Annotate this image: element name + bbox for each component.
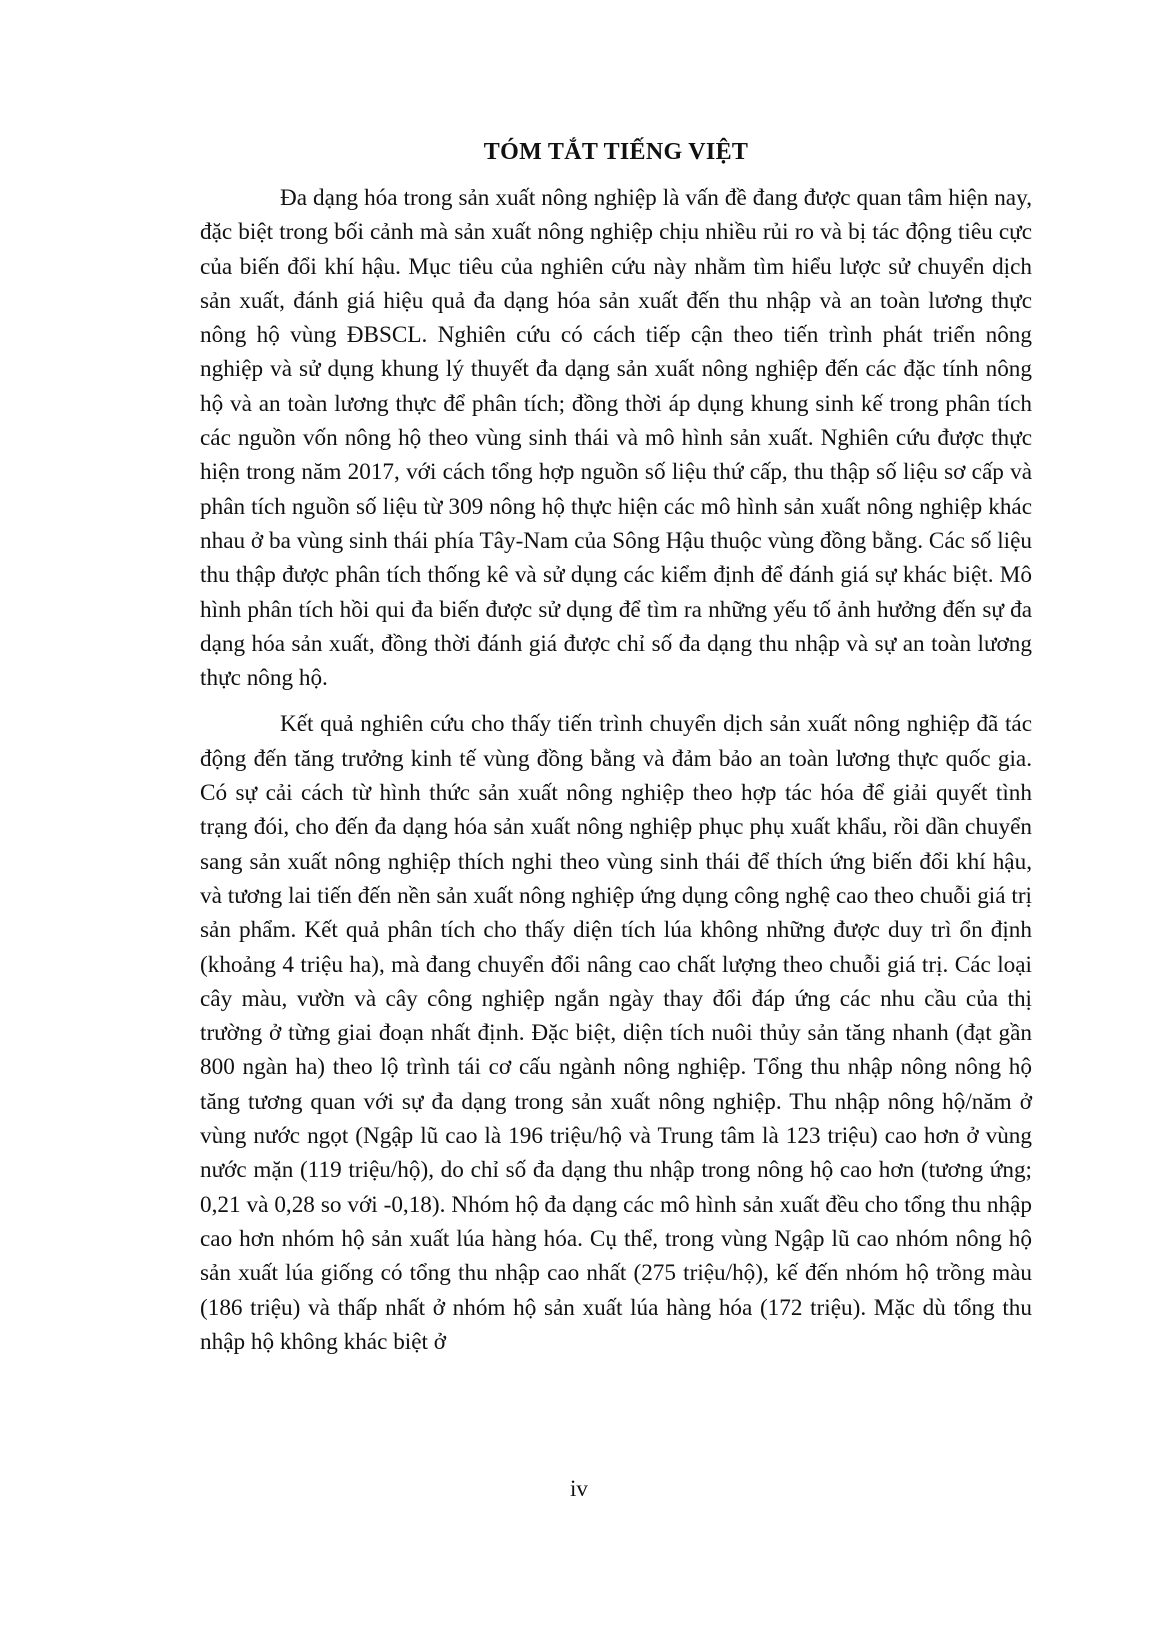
paragraph-2: Kết quả nghiên cứu cho thấy tiến trình chuyển dịch sản xuất nông nghiệp đã tác động đến tăng trưởng kinh tế vùng đồng bằng và đảm bảo an toàn lương thực quốc gia. Có sự cải cách từ hình thức sản xuất nông nghiệp theo hợp tác hóa để giải quyết tình trạng đói, cho đến đa dạng hóa sản xuất nông nghiệp phục phụ xuất khẩu, rồi dần chuyển sang sản xuất nông nghiệp thích nghi theo vùng sinh thái để thích ứng biến đổi khí hậu, và tương lai tiến đến nền sản xuất nông nghiệp ứng dụng công nghệ cao theo chuỗi giá trị sản phẩm. Kết quả phân tích cho thấy diện tích lúa không những được duy trì ổn định (khoảng 4 triệu ha), mà đang chuyển đổi nâng cao chất lượng theo chuỗi giá trị. Các loại cây màu, vườn và cây công nghiệp ngắn ngày thay đổi đáp ứng các nhu cầu của thị trường ở từng giai đoạn nhất định. Đặc biệt, diện tích nuôi thủy sản tăng nhanh (đạt gần 800 ngàn ha) theo lộ trình tái cơ cấu ngành nông nghiệp. Tổng thu nhập nông nông hộ tăng tương quan với sự đa dạng trong sản xuất nông nghiệp. Thu nhập nông hộ/năm ở vùng nước ngọt (Ngập lũ cao là 196 triệu/hộ và Trung tâm là 123 triệu) cao hơn ở vùng nước mặn (119 triệu/hộ), do chỉ số đa dạng thu nhập trong nông hộ cao hơn (tương ứng; 0,21 và 0,28 so với -0,18). Nhóm hộ đa dạng các mô hình sản xuất đều cho tổng thu nhập cao hơn nhóm hộ sản xuất lúa hàng hóa. Cụ thể, trong vùng Ngập lũ cao nhóm nông hộ sản xuất lúa giống có tổng thu nhập cao nhất (275 triệu/hộ), kế đến nhóm hộ trồng màu (186 triệu) và thấp nhất ở nhóm hộ sản xuất lúa hàng hóa (172 triệu). Mặc dù tổng thu nhập hộ không khác biệt ở <box>200 711 1032 1355</box>
page-title: TÓM TẮT TIẾNG VIỆT <box>483 139 749 165</box>
page-number: iv <box>570 1476 588 1501</box>
summary-body <box>200 181 1032 1359</box>
paragraph-1: Đa dạng hóa trong sản xuất nông nghiệp là vấn đề đang được quan tâm hiện nay, đặc biệt trong bối cảnh mà sản xuất nông nghiệp chịu nhiều rủi ro và bị tác động tiêu cực của biến đổi khí hậu. Mục tiêu của nghiên cứu này nhằm tìm hiểu lược sử chuyển dịch sản xuất, đánh giá hiệu quả đa dạng hóa sản xuất đến thu nhập và an toàn lương thực nông hộ vùng ĐBSCL. Nghiên cứu có cách tiếp cận theo tiến trình phát triển nông nghiệp và sử dụng khung lý thuyết đa dạng sản xuất nông nghiệp đến các đặc tính nông hộ và an toàn lương thực để phân tích; đồng thời áp dụng khung sinh kế trong phân tích các nguồn vốn nông hộ theo vùng sinh thái và mô hình sản xuất. Nghiên cứu được thực hiện trong năm 2017, với cách tổng hợp nguồn số liệu thứ cấp, thu thập số liệu sơ cấp và phân tích nguồn số liệu từ 309 nông hộ thực hiện các mô hình sản xuất nông nghiệp khác nhau ở ba vùng sinh thái phía Tây-Nam của Sông Hậu thuộc vùng đồng bằng. Các số liệu thu thập được phân tích thống kê và sử dụng các kiểm định để đánh giá sự khác biệt. Mô hình phân tích hồi qui đa biến được sử dụng để tìm ra những yếu tố ảnh hưởng đến sự đa dạng hóa sản xuất, đồng thời đánh giá được chỉ số đa dạng thu nhập và sự an toàn lương thực nông hộ. <box>200 185 1032 692</box>
